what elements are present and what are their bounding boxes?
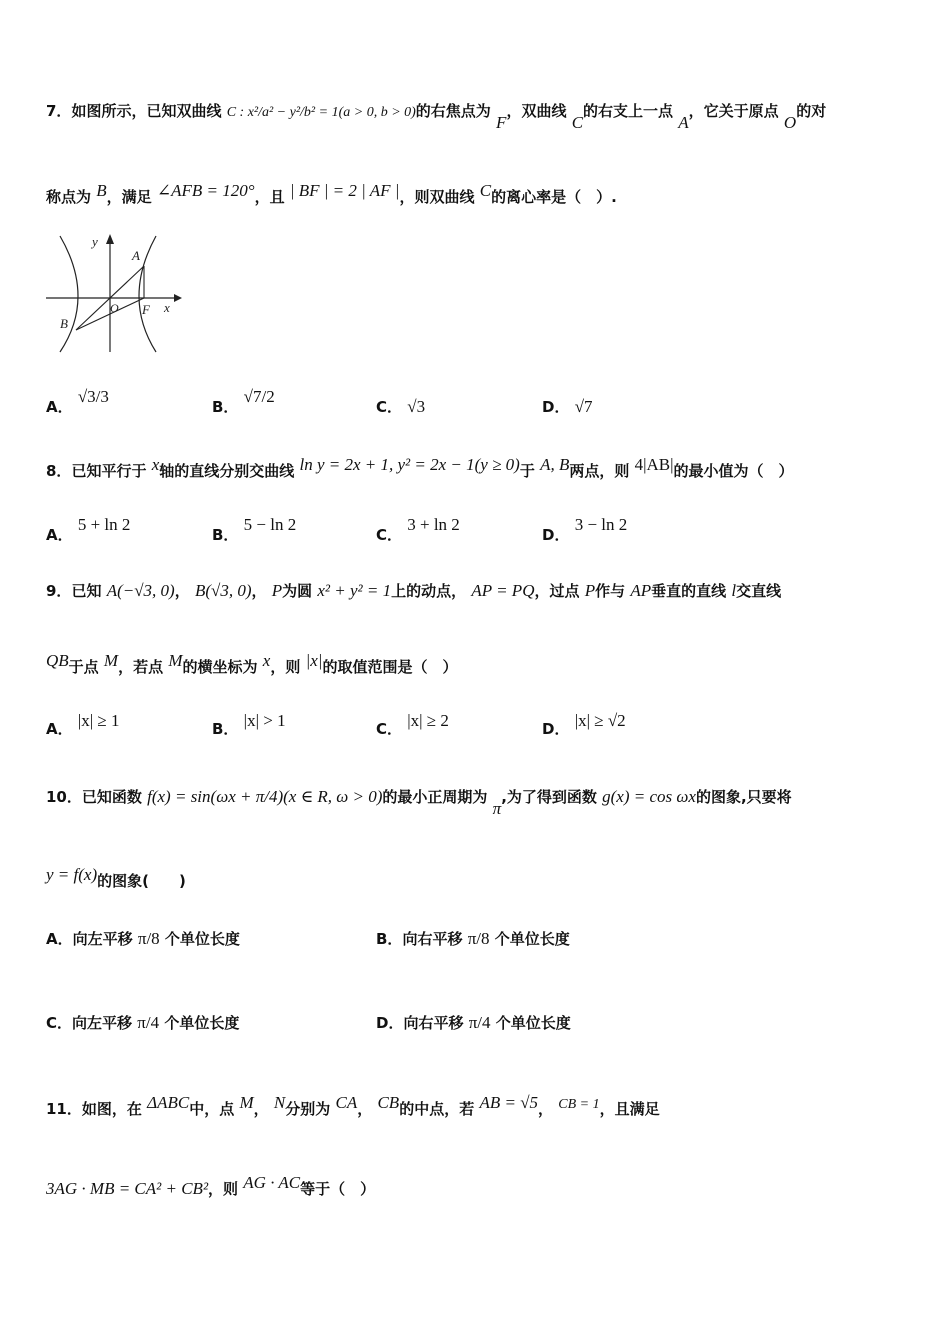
option-text: 个单位长度 [494,930,570,948]
option-text: 个单位长度 [164,1014,240,1032]
q10-number: 10． [46,788,82,806]
q10-function-y: y = f(x) [46,865,98,884]
q9-point-B: B(√3, 0) [194,581,252,600]
q7-text: 称点为 [46,188,92,206]
q8-number: 8． [46,462,72,480]
q9-line1 [46,580,781,601]
option-text: 向左平移 [72,1014,133,1032]
q9-line2 [46,651,458,677]
q9-text: ， [251,582,267,600]
q8-text: 的最小值为（ ） [673,462,794,480]
q9-circle-equation: x² + y² = 1 [317,581,392,600]
option-value: 5 − ln 2 [243,515,297,534]
q10-text: 的图象,只要将 [695,788,792,806]
q7-text: ，且 [254,188,285,206]
q11-text: ， [253,1100,269,1118]
q7-option-d[interactable] [542,396,593,417]
option-value: 3 − ln 2 [574,515,628,534]
q8-option-d[interactable] [542,514,628,544]
q7-var-F: F [496,113,507,132]
option-label: D． [542,526,570,544]
label-F: F [142,302,150,317]
label-A: A [132,248,140,263]
q7-var-A: A [678,113,689,132]
q9-var-M: M [168,651,183,670]
q10-line1 [46,786,792,818]
option-value: √7 [574,397,593,416]
q8-var-x: x [151,455,160,474]
option-value: 3 + ln 2 [407,515,460,534]
q10-option-b[interactable] [376,928,570,949]
q11-text: ，则 [208,1180,239,1198]
q9-text: 的横坐标为 [182,658,258,676]
q8-option-c[interactable] [376,514,460,544]
q7-var-C: C [479,181,492,200]
q7-angle-condition: ∠AFB = 120° [156,181,255,200]
x-axis-arrow [174,294,182,302]
q11-var-N: N [273,1093,286,1112]
q8-line [46,455,794,481]
q11-text: ， [357,1100,373,1118]
q10-line2 [46,865,186,891]
q9-var-l: l [731,581,737,600]
q10-text: 的最小正周期为 [382,788,488,806]
option-label: D． [542,398,570,416]
hyperbola-right-branch [139,236,156,352]
q7-option-c[interactable] [376,396,425,417]
q9-option-d[interactable] [542,710,626,738]
q7-hyperbola-equation: C : x²/a² − y²/b² = 1(a > 0, b > 0) [226,105,416,120]
q10-option-d[interactable] [376,1012,571,1033]
q9-text: 于点 [68,658,99,676]
q7-text: 的离心率是（ ）. [491,188,617,206]
q9-text: ，过点 [534,582,580,600]
q9-text: 作与 [595,582,626,600]
q11-text: 分别为 [285,1100,331,1118]
q8-text: 已知平行于 [71,462,147,480]
option-value: √3/3 [77,387,109,406]
q9-text: 为圆 [282,582,313,600]
option-label: B． [212,526,239,544]
label-B: B [60,316,68,331]
option-fraction: π/4 [137,1013,160,1032]
q9-var-x: x [262,651,271,670]
q10-text: 的图象( ) [97,872,186,890]
q9-option-c[interactable] [376,710,449,738]
q11-text: 中，点 [189,1100,235,1118]
q9-text: 垂直的直线 [651,582,727,600]
q9-text: 已知 [71,582,102,600]
option-fraction: π/8 [137,929,160,948]
q11-var-CA: CA [335,1093,358,1112]
q7-number: 7． [46,102,72,120]
option-text: 个单位长度 [495,1014,571,1032]
q10-text: ,为了得到函数 [501,788,597,806]
q7-option-a[interactable] [46,386,109,416]
option-value: |x| ≥ 1 [77,711,120,730]
q11-number: 11． [46,1100,82,1118]
q9-point-A: A(−√3, 0) [106,581,175,600]
q10-option-c[interactable] [46,1012,239,1033]
q9-var-QB: QB [46,651,69,670]
option-label: A． [46,720,73,738]
q8-option-a[interactable] [46,514,131,544]
q11-text: 等于（ ） [300,1180,376,1198]
y-axis-arrow [106,234,114,244]
q8-text: 于 [519,462,535,480]
q7-line2 [46,181,617,207]
q7-text: ，它关于原点 [688,102,779,120]
q9-text: 的取值范围是（ ） [322,658,458,676]
q11-condition-CB: CB = 1 [558,1097,600,1112]
q10-function-g: g(x) = cos ωx [602,787,696,806]
label-y: y [92,234,98,249]
option-text: 向右平移 [403,1014,464,1032]
q11-line1 [46,1093,660,1119]
q11-text: 如图，在 [81,1100,142,1118]
option-text: 向右平移 [402,930,463,948]
q11-line2 [46,1173,376,1199]
option-label: C． [376,720,403,738]
q9-option-b[interactable] [212,710,286,738]
option-text: 个单位长度 [164,930,240,948]
option-value: 5 + ln 2 [77,515,131,534]
option-label: B． [212,398,239,416]
option-text: 向左平移 [72,930,133,948]
q9-option-a[interactable] [46,710,120,738]
option-label: A． [46,398,73,416]
option-label: C． [376,398,403,416]
q9-text: 上的动点， [391,582,467,600]
q9-var-M: M [103,651,119,670]
q7-var-C: C [571,113,584,132]
option-value: √7/2 [243,387,275,406]
option-label: C． [376,526,403,544]
option-label: C． [46,1014,73,1032]
option-label: A． [46,526,73,544]
q10-function-definition: f(x) = sin(ωx + π/4)(x ∈ R, ω > 0) [147,787,383,806]
q11-var-CB: CB [377,1093,400,1112]
option-label: B． [212,720,239,738]
q7-option-b[interactable] [212,386,275,416]
q9-number: 9． [46,582,72,600]
hyperbola-left-branch [60,236,78,352]
q9-text: ，若点 [118,658,164,676]
option-value: |x| > 1 [243,711,286,730]
q8-curves-equation: ln y = 2x + 1, y² = 2x − 1(y ≥ 0) [299,455,520,474]
q11-var-M: M [239,1093,254,1112]
option-label: B． [376,930,403,948]
q9-var-P: P [584,581,596,600]
q9-var-AP: AP [630,581,652,600]
q10-text: 已知函数 [81,788,142,806]
option-fraction: π/8 [467,929,490,948]
q7-text: ，满足 [106,188,152,206]
q8-text: 两点，则 [569,462,630,480]
q10-period-pi: π [492,799,502,818]
q9-text: ，则 [270,658,301,676]
q7-text: 的对 [796,102,827,120]
q7-text: 的右焦点为 [415,102,491,120]
q9-text: 交直线 [736,582,782,600]
q7-text: ，双曲线 [506,102,567,120]
q9-var-P: P [271,581,283,600]
option-label: D． [376,1014,404,1032]
option-fraction: π/4 [468,1013,491,1032]
option-value: |x| ≥ √2 [574,711,626,730]
q11-condition-AB: AB = √5 [479,1093,539,1112]
q9-text: ， [174,582,190,600]
q8-option-b[interactable] [212,514,297,544]
q7-line1 [46,100,827,132]
option-label: A． [46,930,73,948]
q7-var-O: O [783,113,797,132]
q9-abs-x: |x| [305,651,323,670]
option-value: |x| ≥ 2 [407,711,449,730]
q7-text: ，则双曲线 [399,188,475,206]
q11-vector-equation: 3AG · MB = CA² + CB² [46,1179,209,1198]
label-O: O [110,301,119,315]
q7-text: 的右支上一点 [583,102,674,120]
q11-text: ， [538,1100,554,1118]
option-label: D． [542,720,570,738]
q7-length-condition: | BF | = 2 | AF | [289,181,400,200]
q11-expression: AG · AC [243,1173,301,1192]
q9-condition: AP = PQ [471,581,535,600]
q7-var-B: B [96,181,107,200]
q11-text: 的中点，若 [399,1100,475,1118]
q10-option-a[interactable] [46,928,240,949]
q8-text: 轴的直线分别交曲线 [159,462,295,480]
q8-points: A, B [540,455,570,474]
q11-triangle: ΔABC [147,1093,190,1112]
label-x: x [164,300,170,315]
q7-text: 如图所示，已知双曲线 [71,102,222,120]
q11-text: ，且满足 [599,1100,660,1118]
option-value: √3 [407,397,426,416]
q8-expression: 4|AB| [634,455,674,474]
q7-hyperbola-figure [44,232,184,356]
